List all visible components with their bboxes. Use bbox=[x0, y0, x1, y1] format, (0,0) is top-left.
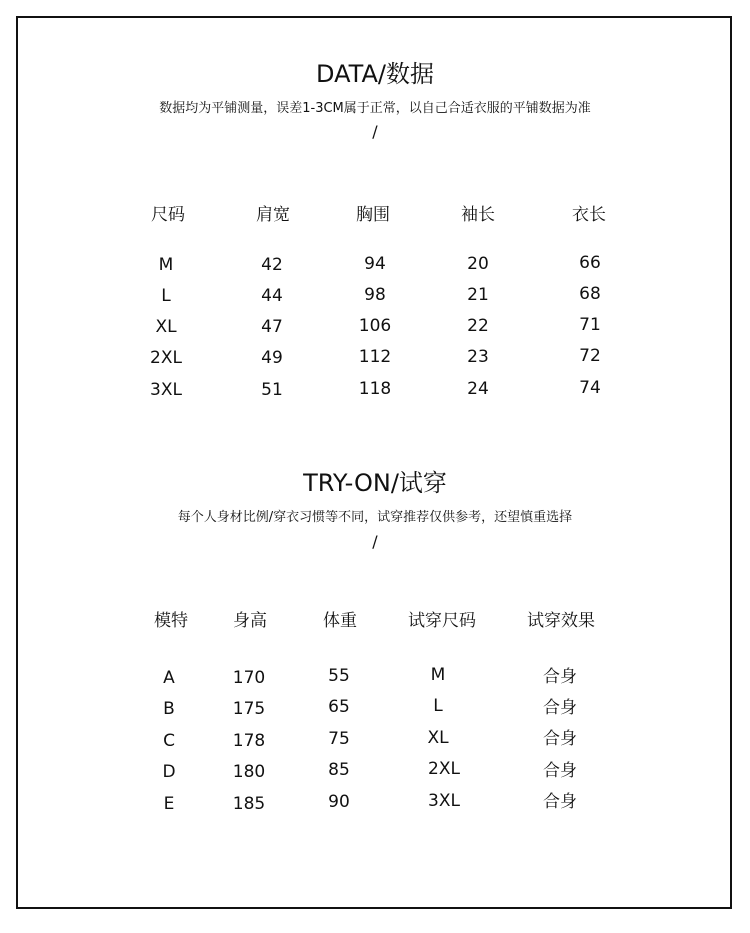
table-cell: 合身 bbox=[543, 729, 577, 749]
data-slash: / bbox=[372, 122, 378, 141]
sleeve-header: 袖长 bbox=[461, 205, 495, 225]
length-header: 衣长 bbox=[572, 205, 606, 225]
table-cell: XL bbox=[155, 317, 177, 337]
table-cell: 98 bbox=[364, 285, 386, 305]
table-cell: 180 bbox=[232, 762, 266, 782]
height-header: 身高 bbox=[233, 611, 267, 631]
table-cell: 178 bbox=[232, 731, 266, 751]
table-cell: 72 bbox=[579, 346, 601, 366]
table-cell: 合身 bbox=[543, 667, 577, 687]
tryon-note: 每个人身材比例/穿衣习惯等不同，试穿推荐仅供参考，还望慎重选择 bbox=[177, 510, 573, 525]
tryon-title: TRY-ON/试穿 bbox=[303, 469, 447, 497]
table-cell: 合身 bbox=[543, 698, 577, 718]
data-note: 数据均为平铺测量，误差1-3CM属于正常，以自己合适衣服的平铺数据为准 bbox=[159, 101, 591, 116]
table-cell: E bbox=[163, 794, 175, 814]
table-cell: 90 bbox=[328, 792, 350, 812]
table-cell: M bbox=[158, 255, 174, 275]
table-cell: 112 bbox=[358, 347, 392, 367]
table-cell: 21 bbox=[467, 285, 489, 305]
model-header: 模特 bbox=[154, 611, 188, 631]
table-cell: 185 bbox=[232, 794, 266, 814]
size-header: 尺码 bbox=[151, 205, 185, 225]
table-cell: A bbox=[163, 668, 175, 688]
table-cell: 合身 bbox=[543, 761, 577, 781]
table-cell: XL bbox=[427, 728, 449, 748]
table-cell: L bbox=[433, 696, 443, 716]
tryon-fit-header: 试穿效果 bbox=[527, 611, 595, 631]
table-cell: 106 bbox=[358, 316, 392, 336]
table-cell: 71 bbox=[579, 315, 601, 335]
tryon-slash: / bbox=[372, 532, 378, 551]
table-cell: 44 bbox=[261, 286, 283, 306]
table-cell: 55 bbox=[328, 666, 350, 686]
table-cell: D bbox=[162, 762, 176, 782]
table-cell: 85 bbox=[328, 760, 350, 780]
table-cell: 74 bbox=[579, 378, 601, 398]
table-cell: L bbox=[161, 286, 171, 306]
table-cell: 3XL bbox=[428, 791, 460, 811]
chest-header: 胸围 bbox=[356, 205, 390, 225]
table-cell: 20 bbox=[467, 254, 489, 274]
table-cell: B bbox=[163, 699, 175, 719]
data-title: DATA/数据 bbox=[316, 60, 434, 88]
weight-header: 体重 bbox=[323, 611, 357, 631]
table-cell: 42 bbox=[261, 255, 283, 275]
shoulder-header: 肩宽 bbox=[256, 205, 290, 225]
table-cell: 118 bbox=[358, 379, 392, 399]
table-cell: 2XL bbox=[150, 348, 182, 368]
table-cell: 合身 bbox=[543, 792, 577, 812]
table-cell: 170 bbox=[232, 668, 266, 688]
table-cell: M bbox=[430, 665, 446, 685]
table-cell: 75 bbox=[328, 729, 350, 749]
table-cell: 49 bbox=[261, 348, 283, 368]
tryon-size-header: 试穿尺码 bbox=[408, 611, 476, 631]
table-cell: 22 bbox=[467, 316, 489, 336]
table-cell: C bbox=[163, 731, 175, 751]
table-cell: 2XL bbox=[428, 759, 460, 779]
table-cell: 66 bbox=[579, 253, 601, 273]
table-cell: 68 bbox=[579, 284, 601, 304]
table-cell: 24 bbox=[467, 379, 489, 399]
table-cell: 175 bbox=[232, 699, 266, 719]
table-cell: 23 bbox=[467, 347, 489, 367]
table-cell: 51 bbox=[261, 380, 283, 400]
table-cell: 94 bbox=[364, 254, 386, 274]
table-cell: 47 bbox=[261, 317, 283, 337]
table-cell: 65 bbox=[328, 697, 350, 717]
table-cell: 3XL bbox=[150, 380, 182, 400]
